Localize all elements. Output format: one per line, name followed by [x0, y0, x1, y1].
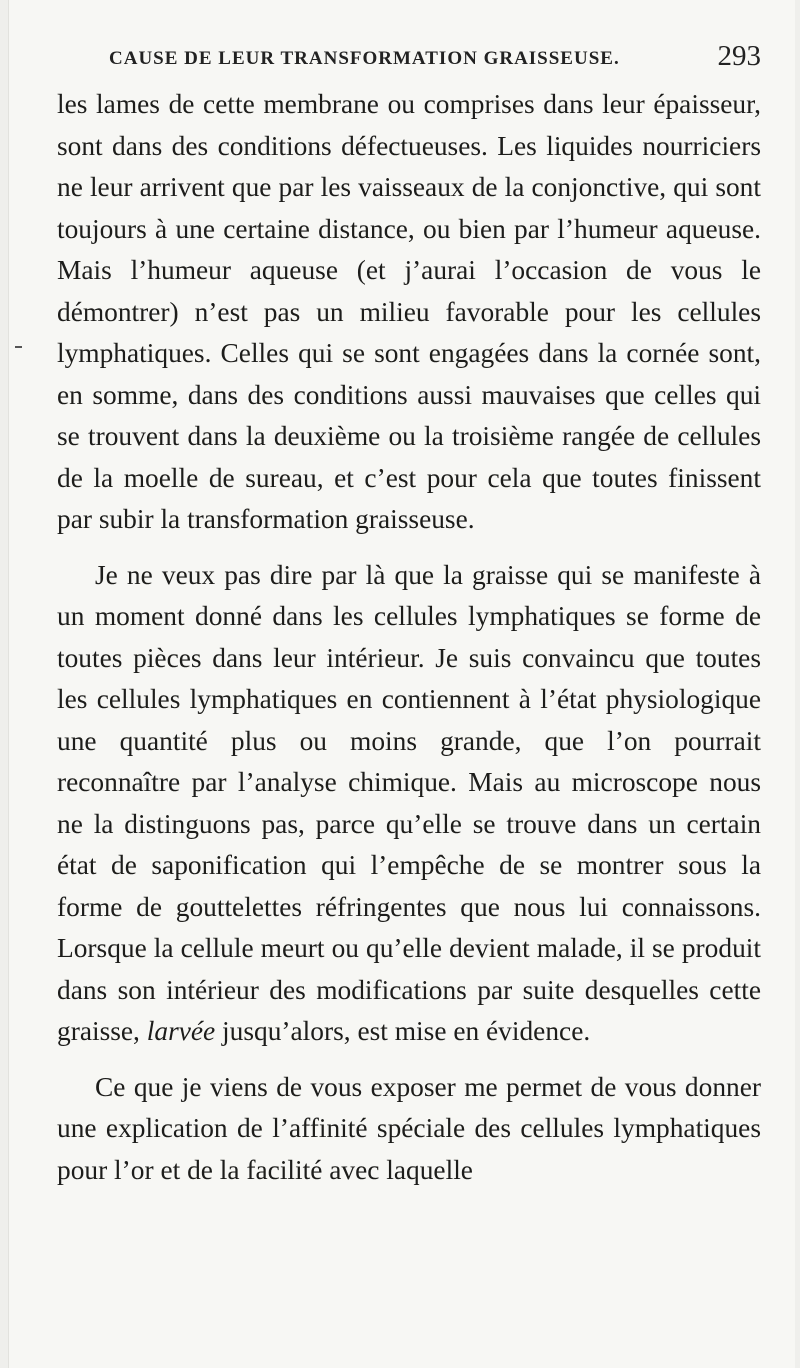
paragraph-2-text-b: jusqu’alors, est mise en évidence.: [215, 1016, 591, 1046]
paragraph-3: Ce que je viens de vous exposer me permet de vous donner une explication de l’affinité spéciale des cellules lymphatiques pour l’or et de la facilité avec laquelle: [57, 1071, 761, 1185]
page-header: [109, 40, 769, 80]
running-head: CAUSE DE LEUR TRANSFORMATION GRAISSEUSE.: [109, 48, 620, 69]
paragraph-2: [57, 555, 761, 1053]
margin-mark: [15, 346, 22, 348]
paragraph-1: les lames de cette membrane ou comprises dans leur épaisseur, sont dans des conditions défectueuses. Les liquides nourriciers ne leur arrivent que par les vaisseaux de la conjonctive, qui sont toujours à une certaine distance, ou bien par l’humeur aqueuse. Mais l’humeur aqueuse (et j’aurai l’occasion de vous le démontrer) n’est pas un milieu favorable pour les cellules lymphatiques. Celles qui se sont engagées dans la cornée sont, en somme, dans des conditions aussi mauvaises que celles qui se trouvent dans la deuxième ou la troisième rangée de cellules de la moelle de sureau, et c’est pour cela que toutes finissent par subir la transformation graisseuse.: [57, 89, 761, 534]
italic-word: larvée: [146, 1016, 216, 1046]
body-text: [57, 84, 761, 1191]
page-number: 293: [717, 40, 761, 72]
paragraph-2-text-a: Je ne veux pas dire par là que la graisse qui se manifeste à un moment donné dans les cellules lymphatiques se forme de toutes pièces dans leur intérieur. Je suis convaincu que toutes les cellules lymphatiques en contiennent à l’état physiologique une quantité plus ou moins grande, que l’on pourrait reconnaître par l’analyse chimique. Mais au microscope nous ne la distinguons pas, parce qu’elle se trouve dans un certain état de saponification qui l’empêche de se montrer sous la forme de gouttelettes réfringentes que nous lui connaissons. Lorsque la cellule meurt ou qu’elle devient malade, il se produit dans son intérieur des modifications par suite desquelles cette graisse,: [57, 559, 761, 1046]
book-page: [8, 0, 795, 1368]
